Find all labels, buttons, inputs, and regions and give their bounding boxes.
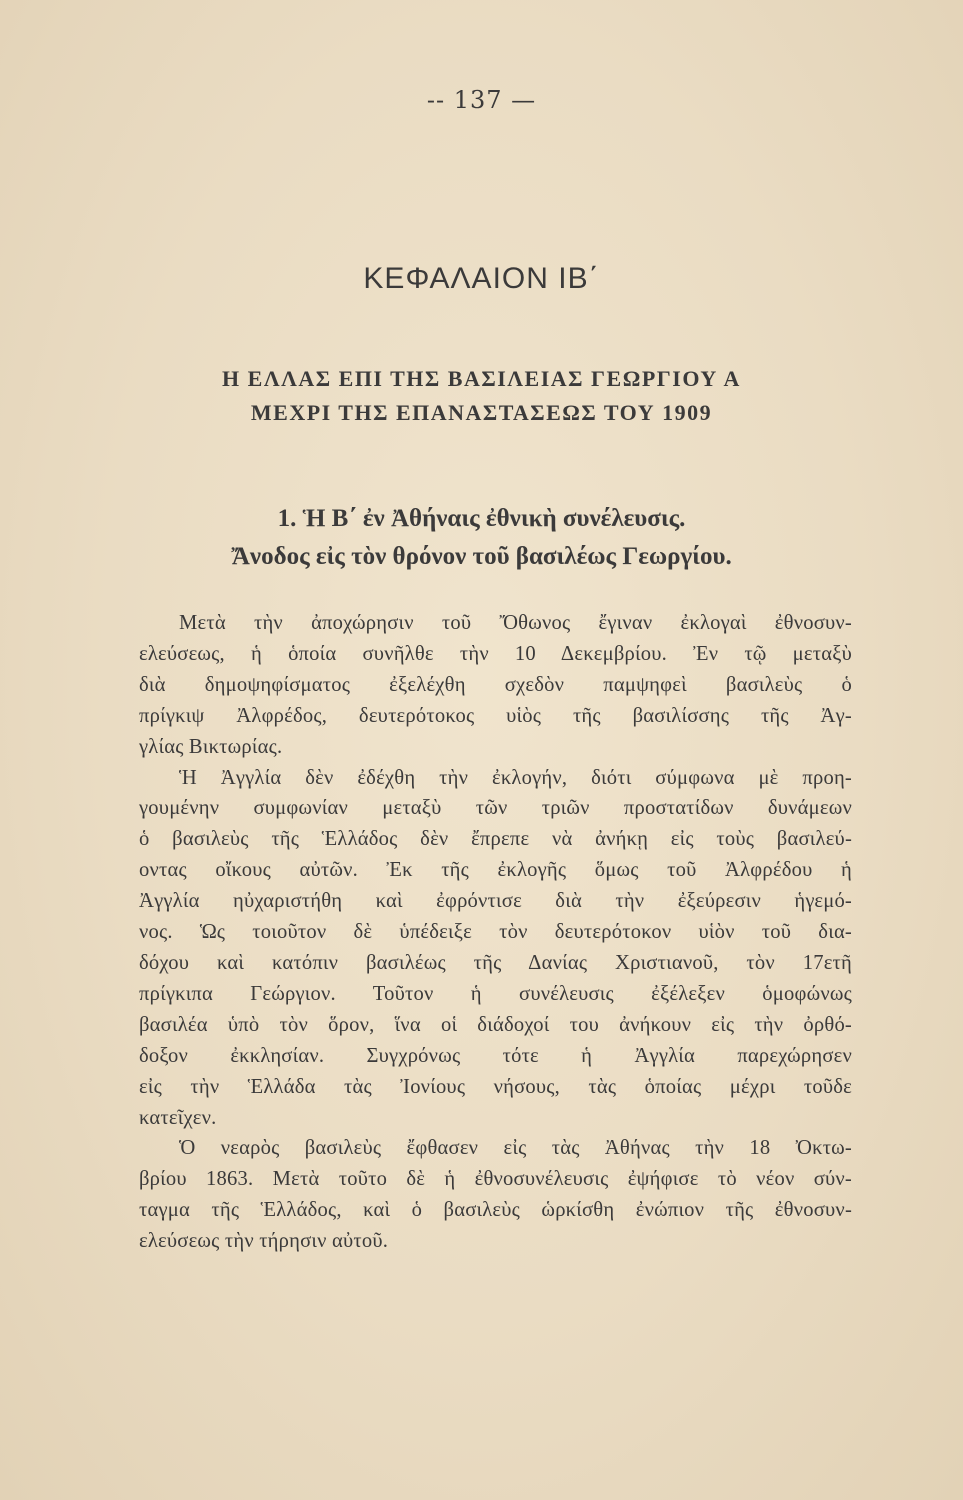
chapter-heading: ΚΕΦΑΛΑΙΟΝ ΙΒ΄ bbox=[363, 262, 600, 295]
body-line: πρίγκιπα Γεώργιον. Τοῦτον ἡ συνέλευσις ἐξέλεξεν ὁμοφώνως bbox=[139, 982, 852, 1005]
section-heading-line-2: Ἄνοδος εἰς τὸν θρόνον τοῦ βασιλέως Γεωργίου. bbox=[231, 543, 732, 570]
body-text bbox=[139, 608, 852, 1257]
body-line: γουμένην συμφωνίαν μεταξὺ τῶν τριῶν προστατίδων δυνάμεων bbox=[139, 797, 852, 820]
body-line: ὁ βασιλεὺς τῆς Ἑλλάδος δὲν ἔπρεπε νὰ ἀνήκῃ εἰς τοὺς βασιλεύ- bbox=[139, 828, 852, 851]
body-line: Ἀγγλία ηὐχαριστήθη καὶ ἐφρόντισε διὰ τὴν ἐξεύρεσιν ἡγεμό- bbox=[139, 890, 852, 913]
body-line: ελεύσεως τὴν τήρησιν αὐτοῦ. bbox=[139, 1230, 389, 1253]
body-line: Ὁ νεαρὸς βασιλεὺς ἔφθασεν εἰς τὰς Ἀθήνας τὴν 18 Ὀκτω- bbox=[179, 1137, 852, 1160]
body-line: Μετὰ τὴν ἀποχώρησιν τοῦ Ὄθωνος ἔγιναν ἐκλογαὶ ἐθνοσυν- bbox=[179, 612, 852, 634]
page-number: -- 137 — bbox=[426, 86, 537, 114]
body-line: βρίου 1863. Μετὰ τοῦτο δὲ ἡ ἐθνοσυνέλευσις ἐψήφισε τὸ νέον σύν- bbox=[139, 1168, 852, 1191]
body-line: ταγμα τῆς Ἑλλάδος, καὶ ὁ βασιλεὺς ὡρκίσθη ἐνώπιον τῆς ἐθνοσυν- bbox=[139, 1199, 852, 1222]
body-line: νος. Ὡς τοιοῦτον δὲ ὑπέδειξε τὸν δευτερότοκον υἱὸν τοῦ δια- bbox=[139, 921, 852, 944]
body-line: εἰς τὴν Ἑλλάδα τὰς Ἰονίους νήσους, τὰς ὁποίας μέχρι τοῦδε bbox=[139, 1075, 852, 1098]
body-line: Ἡ Ἀγγλία δὲν ἐδέχθη τὴν ἐκλογήν, διότι σύμφωνα μὲ προη- bbox=[179, 766, 852, 789]
body-line: κατεῖχεν. bbox=[139, 1106, 217, 1129]
book-title bbox=[0, 362, 963, 430]
section-heading bbox=[0, 500, 963, 576]
body-line: δόχου καὶ κατόπιν βασιλέως τῆς Δανίας Χριστιανοῦ, τὸν 17ετῆ bbox=[139, 951, 852, 974]
book-title-line-2: ΜΕΧΡΙ ΤΗΣ ΕΠΑΝΑΣΤΑΣΕΩΣ ΤΟΥ 1909 bbox=[250, 400, 713, 425]
body-line: βασιλέα ὑπὸ τὸν ὅρον, ἵνα οἱ διάδοχοί του ἀνήκουν εἰς τὴν ὀρθό- bbox=[139, 1013, 852, 1036]
body-line: διὰ δημοψηφίσματος ἐξελέχθη σχεδὸν παμψηφεὶ βασιλεὺς ὁ bbox=[139, 673, 852, 696]
book-title-line-1: Η ΕΛΛΑΣ ΕΠΙ ΤΗΣ ΒΑΣΙΛΕΙΑΣ ΓΕΩΡΓΙΟΥ Α bbox=[222, 366, 741, 391]
body-line: ελεύσεως, ἡ ὁποία συνῆλθε τὴν 10 Δεκεμβρίου. Ἐν τῷ μεταξὺ bbox=[139, 642, 852, 665]
body-line: γλίας Βικτωρίας. bbox=[139, 735, 283, 758]
body-line: οντας οἴκους αὐτῶν. Ἐκ τῆς ἐκλογῆς ὅμως τοῦ Ἀλφρέδου ἡ bbox=[139, 859, 852, 882]
body-line: πρίγκιψ Ἀλφρέδος, δευτερότοκος υἱὸς τῆς βασιλίσσης τῆς Ἀγ- bbox=[139, 704, 852, 727]
section-heading-line-1: 1. Ἡ Β΄ ἐν Ἀθήναις ἐθνικὴ συνέλευσις. bbox=[277, 505, 686, 532]
body-line: δοξον ἐκκλησίαν. Συγχρόνως τότε ἡ Ἀγγλία παρεχώρησεν bbox=[139, 1044, 852, 1067]
